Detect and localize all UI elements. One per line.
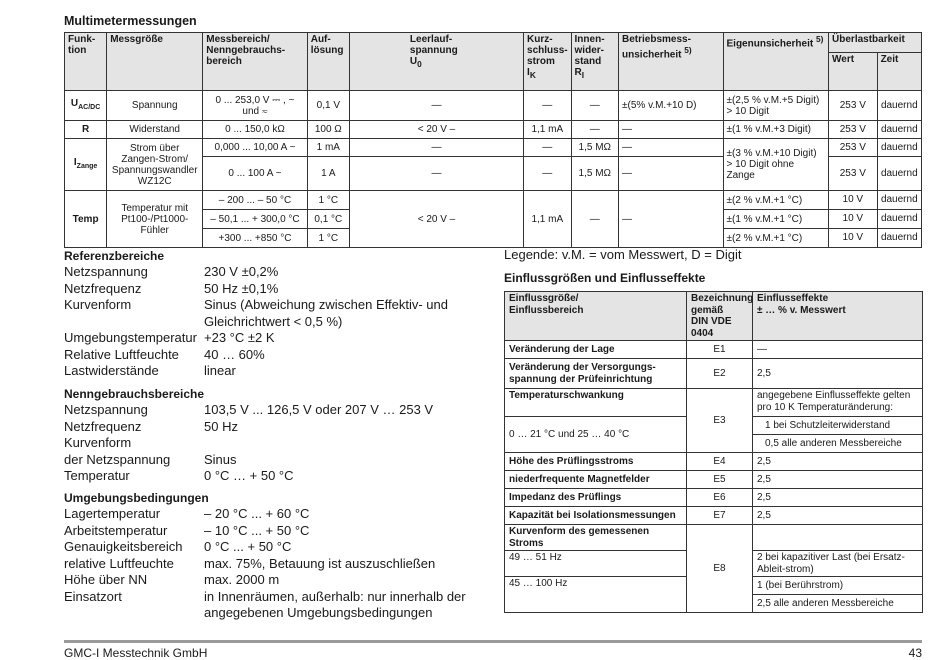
cell-groesse-sub: 49 … 51 Hz [505,551,687,577]
item-value: 40 … 60% [204,346,265,362]
item-key: Höhe über NN [64,572,148,587]
header-eigen: Eigenunsicherheit $^{5)}$ [723,33,829,91]
item-value: 50 Hz ±0,1% [204,280,279,296]
footer-page-number: 43 [908,646,922,660]
cell-fn: $I_{Zange}$ [65,139,107,191]
list-item [64,468,484,485]
cell-ri: — [571,91,618,121]
item-value: max. 2000 m [204,572,280,587]
cell-bez: E5 [687,471,753,489]
cell-auf: 1 °C [307,191,349,210]
cell-wert [829,191,878,248]
header-innenwiderstand: Innen- wider- stand $R_I$ [571,33,618,91]
item-value: – 20 °C ... + 60 °C [204,506,310,521]
header-bezeichnung: Bezeichnung gemäß DIN VDE 0404 [687,292,753,341]
item-key: Kurvenform [64,297,132,312]
cell-groesse-sub: 45 … 100 Hz [505,577,687,613]
cell-mb: – 50,1 ... + 300,0 °C [203,210,307,229]
cell-effekt: — [753,341,923,359]
cell-eu: ±(1 % v.M.+1 °C) [723,210,829,229]
cell-wert-1: 10 V [829,191,877,210]
cell-auf: 0,1 °C [307,210,349,229]
list-item [64,281,484,298]
header-betriebsmess: Betriebsmess- unsicherheit $^{5)}$ [619,33,723,91]
item-key: Netzspannung [64,264,148,279]
cell-zeit: dauernd [877,139,921,157]
cell-zeit [877,191,921,248]
cell-u0: < 20 V – [349,121,523,139]
cell-fn: R [65,121,107,139]
cell-groesse: Temperaturschwankung [505,389,687,417]
cell-bez: E6 [687,489,753,507]
cell-effekt: 2,5 alle anderen Messbereiche [753,595,923,613]
cell-auf: 100 Ω [307,121,349,139]
cell-bmu: — [619,191,723,248]
cell-zeit-2: dauernd [878,210,921,229]
item-value: +23 °C ±2 K [204,330,275,345]
section-title-nenn: Nenngebrauchsbereiche [64,387,205,401]
cell-eu: ±(1 % v.M.+3 Digit) [723,121,829,139]
cell-ik: — [524,139,571,157]
cell-groesse: Kapazität bei Isolationsmessungen [505,507,687,525]
cell-wert-3: 10 V [842,232,864,243]
cell-ri: 1,5 MΩ [571,157,618,191]
list-item [64,452,484,469]
cell-groesse: Veränderung der Lage [505,341,687,359]
item-value: 103,5 V ... 126,5 V oder 207 V … 253 V [204,402,434,417]
cell-auf: 0,1 V [307,91,349,121]
list-item [64,297,484,330]
item-key: Einsatzort [64,588,122,604]
cell-effekt: angegebene Einflusseffekte gelten pro 10 K Temperaturänderung: [753,389,923,417]
cell-effekt: 1 bei Schutzleiterwiderstand [753,417,923,435]
header-groesse: Einflussgröße/ Einflussbereich [505,292,687,341]
item-value: 230 V ±0,2% [204,264,279,279]
item-key: Lastwiderstände [64,363,159,378]
item-key: Arbeitstemperatur [64,522,168,538]
cell-wert: 253 V [829,139,878,157]
cell-groesse: niederfrequente Magnetfelder [505,471,687,489]
cell-bmu: — [619,121,723,139]
cell-effekt: 2,5 [753,453,923,471]
item-key: Genauigkeitsbereich [64,539,183,554]
item-value: – 10 °C ... + 50 °C [204,522,310,538]
cell-mg: Spannung [107,91,203,121]
header-funktion: Funk- tion [65,33,107,91]
cell-eu: ±(2 % v.M.+1 °C) [723,229,829,248]
cell-auf: 1 °C [307,229,349,248]
cell-groesse: Impedanz des Prüflings [505,489,687,507]
cell-effekt: 1 (bei Berührstrom) [753,577,923,595]
cell-groesse-sub: 0 … 21 °C und 25 … 40 °C [505,417,687,453]
cell-bez: E7 [687,507,753,525]
section-title-referenz: Referenzbereiche [64,249,165,263]
cell-zeit-3: dauernd [880,232,918,243]
cell-effekt: 2,5 [753,489,923,507]
item-key: Temperatur [64,468,130,483]
list-item [64,419,484,436]
cell-bez: E1 [687,341,753,359]
cell-groesse: Veränderung der Versorgungs-spannung der Prüfeinrichtung [505,359,687,389]
header-wert: Wert [829,53,878,91]
list-item [64,523,484,540]
cell-bmu: ±(5% v.M.+10 D) [619,91,723,121]
cell-mb: +300 ... +850 °C [203,229,307,248]
multimeter-table [64,32,922,248]
list-referenz [64,264,484,380]
cell-u0: — [349,139,523,157]
header-aufloesung: Auf- lösung [307,33,349,91]
header-bereich: Messbereich/ Nenngebrauchs- bereich [203,33,307,91]
header-kurzschluss: Kurz- schluss- strom $I_K$ [524,33,571,91]
item-value: 0 °C … + 50 °C [204,468,294,483]
section-title-multimeter: Multimetermessungen [64,14,197,28]
cell-mb: – 200 ... – 50 °C [203,191,307,210]
item-value: in Innenräumen, außerhalb: nur innerhalb der angegebenen Umgebungsbedingungen [204,588,466,620]
section-title-umgebung: Umgebungsbedingungen [64,491,209,505]
header-ueberlast: Überlastbarkeit [829,33,922,53]
cell-zeit-1: dauernd [878,191,921,210]
cell-bmu: — [619,157,723,191]
cell-ri: — [571,191,618,248]
list-item [64,506,484,523]
cell-u0: < 20 V – [349,191,523,248]
cell-effekt: 0,5 alle anderen Messbereiche [753,435,923,453]
cell-auf: 1 mA [307,139,349,157]
cell-eu: ±(2 % v.M.+1 °C) [723,191,829,210]
cell-zeit: dauernd [877,157,921,191]
cell-effekt: 2,5 [753,359,923,389]
list-item [64,572,484,589]
list-item [64,556,484,573]
item-value: 50 Hz [204,418,238,434]
item-value: 0 °C ... + 50 °C [204,539,292,554]
list-item [64,539,484,556]
cell-wert-2: 10 V [829,210,877,229]
cell-eu: ±(3 % v.M.+10 Digit) > 10 Digit ohne Zange [723,139,829,191]
list-umgebung [64,506,484,622]
item-key: Umgebungstemperatur [64,330,197,345]
cell-mg: Strom über Zangen-Strom/ Spannungswandler WZ12C [107,139,203,191]
cell-mg: Temperatur mit Pt100-/Pt1000-Fühler [107,191,203,248]
legende: Legende: v.M. = vom Messwert, D = Digit [504,247,742,262]
footer-divider [64,640,922,643]
cell-bez: E2 [687,359,753,389]
list-item [64,264,484,281]
einfluss-table [504,291,923,613]
cell-mb: 0,000 ... 10,00 A ~ [203,139,307,157]
cell-mg: Widerstand [107,121,203,139]
list-item [64,402,484,419]
cell-mb: 0 ... 150,0 kΩ [203,121,307,139]
list-item [64,330,484,347]
cell-effekt: 2,5 [753,507,923,525]
cell-auf: 1 A [307,157,349,191]
item-value: max. 75%, Betauung ist auszuschließen [204,555,436,571]
item-key: Netzfrequenz [64,418,142,434]
item-value: Sinus (Abweichung zwischen Effektiv- und Gleichrichtwert < 0,5 %) [204,297,448,329]
section-title-einfluss: Einflussgrößen und Einflusseffekte [504,271,706,285]
cell-wert: 253 V [829,91,878,121]
cell-zeit: dauernd [877,121,921,139]
cell-fn: $U_{AC/DC}$ [65,91,107,121]
item-key: der Netzspannung [64,451,171,467]
cell-effekt: 2,5 [753,471,923,489]
list-item [64,435,484,452]
cell-zeit: dauernd [877,91,921,121]
cell-groesse: Höhe des Prüflingsstroms [505,453,687,471]
item-value: Sinus [204,451,237,467]
cell-bmu: — [619,139,723,157]
cell-eu: ±(2,5 % v.M.+5 Digit) > 10 Digit [723,91,829,121]
cell-ri: 1,5 MΩ [571,139,618,157]
header-leerlauf: Leerlauf- spannung $U_0$ [349,33,523,91]
cell-mb: 0 ... 100 A ~ [203,157,307,191]
header-effekt: Einflusseffekte ± … % v. Messwert [753,292,923,341]
cell-fn: Temp [65,191,107,248]
header-messgroesse: Messgröße [107,33,203,91]
item-key: Lagertemperatur [64,506,161,521]
cell-u0: — [349,157,523,191]
cell-bez: E4 [687,453,753,471]
item-key: Relative Luftfeuchte [64,346,179,362]
item-key: relative Luftfeuchte [64,555,174,571]
cell-ik: 1,1 mA [524,191,571,248]
cell-wert: 253 V [829,157,878,191]
item-key: Netzfrequenz [64,280,142,296]
cell-bez: E3 [687,389,753,453]
cell-u0: — [349,91,523,121]
cell-mb: 0 ... 253,0 V ⎓ , ~ und ≂ [203,91,307,121]
item-value [204,435,484,452]
cell-effekt-empty [753,525,923,551]
cell-ik: — [524,91,571,121]
cell-ik: — [524,157,571,191]
list-nenn [64,402,484,485]
cell-ik: 1,1 mA [524,121,571,139]
list-item [64,589,484,622]
footer-company: GMC-I Messtechnik GmbH [64,646,208,660]
item-key: Kurvenform [64,435,132,450]
header-zeit: Zeit [877,53,921,91]
list-item [64,347,484,364]
cell-ri: — [571,121,618,139]
cell-wert: 253 V [829,121,878,139]
cell-bez: E8 [687,525,753,613]
list-item [64,363,484,380]
item-key: Netzspannung [64,402,148,417]
cell-groesse: Kurvenform des gemessenen Stroms [505,525,687,551]
item-value: linear [204,363,236,378]
cell-effekt: 2 bei kapazitiver Last (bei Ersatz-Ableit-strom) [753,551,923,577]
